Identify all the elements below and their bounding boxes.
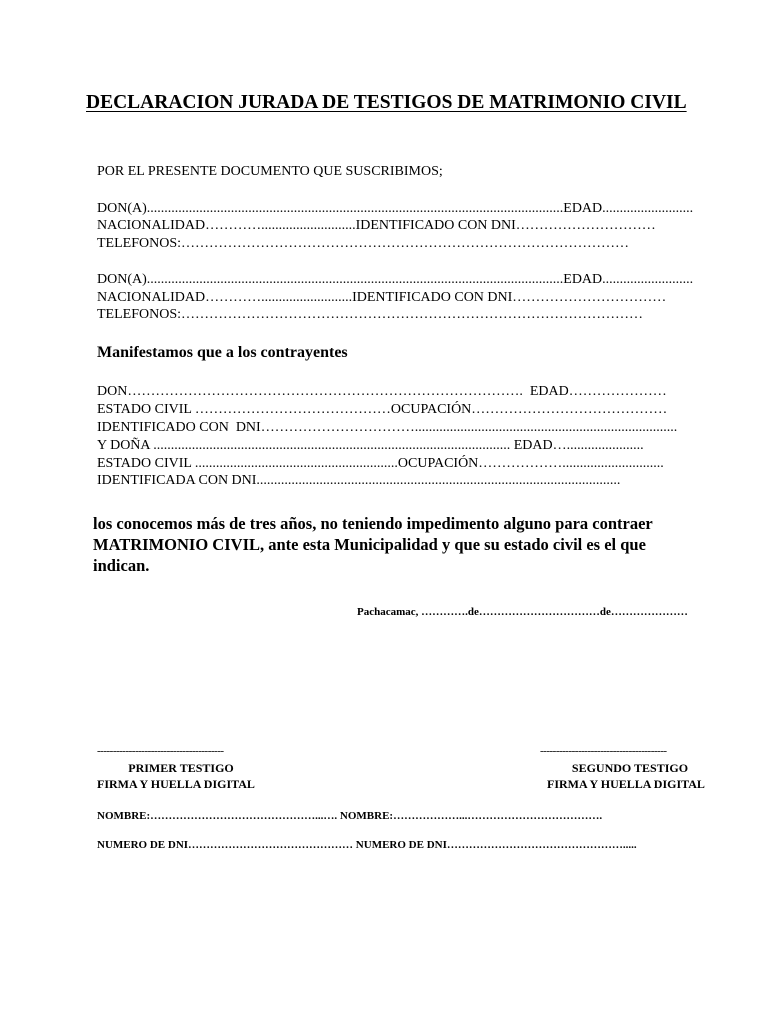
witness-names-line: NOMBRE:………………………………………...…. NOMBRE:………………...………………………………. [97, 810, 603, 822]
bride-civil-status-occupation-line: ESTADO CIVIL ..........................................................OCUPACIÓN………………............................. [97, 456, 664, 471]
second-witness-signature-line: ---------------------------------------- [540, 745, 667, 757]
witness2-name-age-line: DON(A).......................................................................................................................EDAD.......................... [97, 272, 694, 287]
declaration-line-1: los conocemos más de tres años, no teniendo impedimento alguno para contraer [93, 514, 653, 533]
declaration-line-3: indican. [93, 556, 150, 575]
witness1-name-age-line: DON(A).......................................................................................................................EDAD.......................... [97, 201, 694, 216]
bride-name-age-line: Y DOÑA ...................................................................................................... EDAD…...................... [97, 438, 644, 453]
first-witness-signature-line: ---------------------------------------- [97, 745, 224, 757]
witness1-nationality-dni-line: NACIONALIDAD…………...........................IDENTIFICADO CON DNI………………………… [97, 218, 656, 233]
declaration-line-2: MATRIMONIO CIVIL, ante esta Municipalidad y que su estado civil es el que [93, 535, 646, 554]
groom-dni-line: IDENTIFICADO CON DNI……………………………........................................................................... [97, 420, 678, 435]
first-witness-title: PRIMER TESTIGO [128, 761, 234, 775]
place-date-line: Pachacamac, ………….de……………………………de………………… [357, 606, 688, 618]
groom-name-age-line: DON…………………………………………………………………………. EDAD………………… [97, 384, 667, 399]
witness1-phone-line: TELEFONOS:…………………………………………………………………………………… [97, 236, 629, 251]
witness2-nationality-dni-line: NACIONALIDAD…………..........................IDENTIFICADO CON DNI…………………………… [97, 290, 667, 305]
manifest-heading: Manifestamos que a los contrayentes [97, 344, 348, 361]
document-title: DECLARACION JURADA DE TESTIGOS DE MATRIMONIO CIVIL [86, 92, 687, 113]
witness2-phone-line: TELEFONOS:……………………………………………………………………………………… [97, 307, 643, 322]
second-witness-title: SEGUNDO TESTIGO [571, 761, 689, 775]
first-witness-subtitle: FIRMA Y HUELLA DIGITAL [97, 777, 255, 791]
witness-dni-line: NUMERO DE DNI……………………………………… NUMERO DE DNI…………………………………………..... [97, 839, 637, 851]
intro-text: POR EL PRESENTE DOCUMENTO QUE SUSCRIBIMOS; [97, 164, 443, 179]
groom-civil-status-occupation-line: ESTADO CIVIL ……………………………………OCUPACIÓN…………………………………… [97, 402, 668, 417]
second-witness-subtitle: FIRMA Y HUELLA DIGITAL [547, 777, 705, 791]
bride-dni-line: IDENTIFICADA CON DNI........................................................................................................ [97, 473, 621, 488]
